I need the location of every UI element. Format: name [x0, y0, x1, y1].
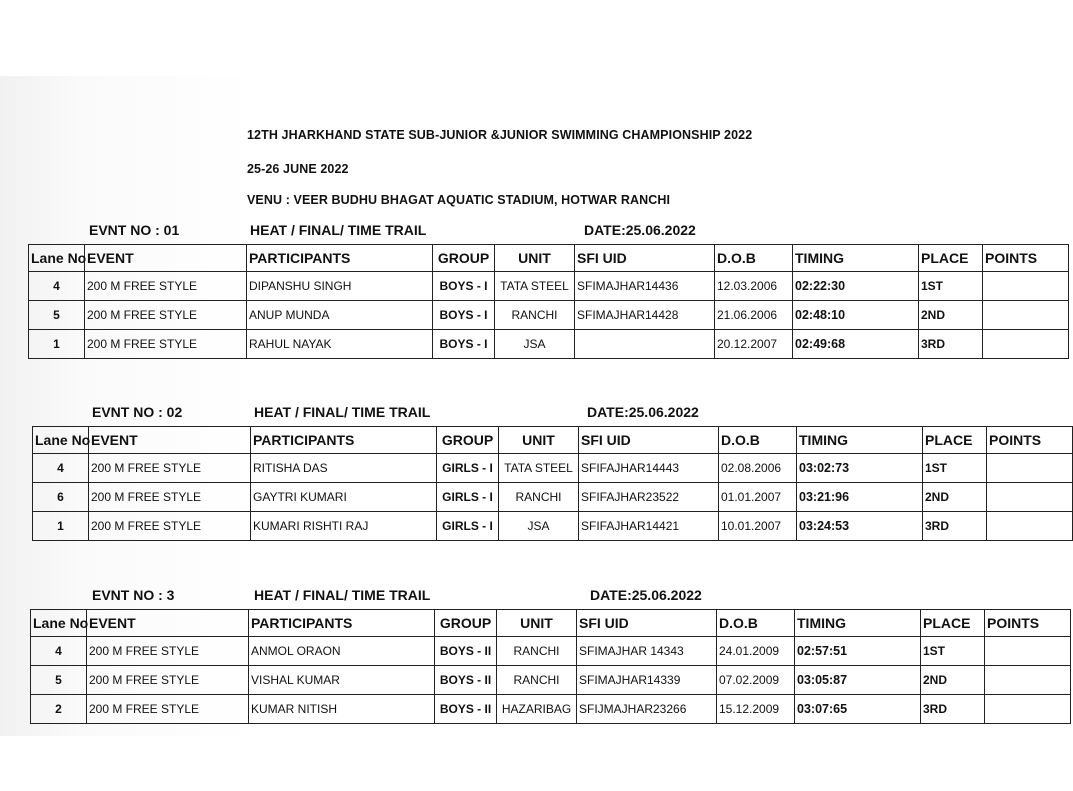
col-event: EVENT [85, 245, 247, 272]
col-place: PLACE [921, 610, 985, 637]
lane-cell: 5 [29, 301, 85, 330]
group-cell: BOYS - II [435, 637, 497, 666]
place-cell: 3RD [919, 330, 983, 359]
event-number: EVNT NO : 3 [92, 587, 175, 603]
sfi-uid-cell: SFIMAJHAR 14343 [577, 637, 717, 666]
unit-cell: JSA [495, 330, 575, 359]
col-group: GROUP [435, 610, 497, 637]
event-date: DATE:25.06.2022 [587, 404, 699, 420]
dob-cell: 02.08.2006 [719, 454, 797, 483]
table-header-row [29, 245, 1069, 272]
group-cell: BOYS - II [435, 666, 497, 695]
table-header-row [31, 610, 1071, 637]
participant-cell: DIPANSHU SINGH [247, 272, 433, 301]
col-place: PLACE [919, 245, 983, 272]
event-cell: 200 M FREE STYLE [89, 512, 251, 541]
timing-cell: 03:24:53 [797, 512, 923, 541]
table-row [31, 695, 1071, 724]
dob-cell: 20.12.2007 [715, 330, 793, 359]
table-row [29, 301, 1069, 330]
col-timing: TIMING [797, 427, 923, 454]
place-cell: 1ST [921, 637, 985, 666]
timing-cell: 02:22:30 [793, 272, 919, 301]
points-cell [987, 454, 1073, 483]
timing-cell: 02:48:10 [793, 301, 919, 330]
points-cell [983, 301, 1069, 330]
sfi-uid-cell: SFIMAJHAR14339 [577, 666, 717, 695]
unit-cell: JSA [499, 512, 579, 541]
results-table [32, 426, 1073, 541]
participant-cell: KUMARI RISHTI RAJ [251, 512, 437, 541]
unit-cell: RANCHI [497, 666, 577, 695]
lane-cell: 4 [29, 272, 85, 301]
place-cell: 1ST [919, 272, 983, 301]
participant-cell: ANMOL ORAON [249, 637, 435, 666]
points-cell [983, 272, 1069, 301]
col-event: EVENT [89, 427, 251, 454]
col-participants: PARTICIPANTS [247, 245, 433, 272]
sfi-uid-cell: SFIFAJHAR23522 [579, 483, 719, 512]
event-cell: 200 M FREE STYLE [85, 272, 247, 301]
event-cell: 200 M FREE STYLE [87, 637, 249, 666]
col-unit: UNIT [497, 610, 577, 637]
dob-cell: 01.01.2007 [719, 483, 797, 512]
event-cell: 200 M FREE STYLE [87, 695, 249, 724]
event-number: EVNT NO : 02 [92, 404, 183, 420]
lane-cell: 1 [29, 330, 85, 359]
col-dob: D.O.B [719, 427, 797, 454]
col-group: GROUP [433, 245, 495, 272]
timing-cell: 02:49:68 [793, 330, 919, 359]
championship-title: 12TH JHARKHAND STATE SUB-JUNIOR &JUNIOR SWIMMING CHAMPIONSHIP 2022 [247, 128, 753, 142]
event-cell: 200 M FREE STYLE [89, 483, 251, 512]
place-cell: 2ND [921, 666, 985, 695]
group-cell: GIRLS - I [437, 512, 499, 541]
lane-cell: 2 [31, 695, 87, 724]
col-sfi-uid: SFI UID [575, 245, 715, 272]
points-cell [983, 330, 1069, 359]
group-cell: BOYS - I [433, 330, 495, 359]
group-cell: BOYS - II [435, 695, 497, 724]
dob-cell: 07.02.2009 [717, 666, 795, 695]
place-cell: 3RD [923, 512, 987, 541]
table-row [31, 637, 1071, 666]
sfi-uid-cell: SFIJMAJHAR23266 [577, 695, 717, 724]
table-row [31, 666, 1071, 695]
col-lane-no: Lane No [29, 245, 85, 272]
table-row [33, 483, 1073, 512]
points-cell [985, 637, 1071, 666]
timing-cell: 03:21:96 [797, 483, 923, 512]
group-cell: GIRLS - I [437, 454, 499, 483]
col-timing: TIMING [795, 610, 921, 637]
participant-cell: VISHAL KUMAR [249, 666, 435, 695]
dob-cell: 12.03.2006 [715, 272, 793, 301]
unit-cell: HAZARIBAG [497, 695, 577, 724]
participant-cell: GAYTRI KUMARI [251, 483, 437, 512]
event-date: DATE:25.06.2022 [590, 587, 702, 603]
col-sfi-uid: SFI UID [577, 610, 717, 637]
event-cell: 200 M FREE STYLE [87, 666, 249, 695]
timing-cell: 03:02:73 [797, 454, 923, 483]
unit-cell: TATA STEEL [499, 454, 579, 483]
col-event: EVENT [87, 610, 249, 637]
event-heat-label: HEAT / FINAL/ TIME TRAIL [254, 404, 431, 420]
table-row [33, 454, 1073, 483]
sfi-uid-cell: SFIMAJHAR14428 [575, 301, 715, 330]
points-cell [987, 483, 1073, 512]
dob-cell: 24.01.2009 [717, 637, 795, 666]
group-cell: BOYS - I [433, 301, 495, 330]
timing-cell: 02:57:51 [795, 637, 921, 666]
col-place: PLACE [923, 427, 987, 454]
event-date: DATE:25.06.2022 [584, 222, 696, 238]
timing-cell: 03:05:87 [795, 666, 921, 695]
participant-cell: RITISHA DAS [251, 454, 437, 483]
col-points: POINTS [987, 427, 1073, 454]
points-cell [985, 695, 1071, 724]
sfi-uid-cell: SFIMAJHAR14436 [575, 272, 715, 301]
venue-line: VENU : VEER BUDHU BHAGAT AQUATIC STADIUM, HOTWAR RANCHI [247, 193, 671, 207]
lane-cell: 4 [33, 454, 89, 483]
unit-cell: RANCHI [499, 483, 579, 512]
lane-cell: 1 [33, 512, 89, 541]
table-row [29, 330, 1069, 359]
col-unit: UNIT [495, 245, 575, 272]
unit-cell: TATA STEEL [495, 272, 575, 301]
col-lane-no: Lane No [33, 427, 89, 454]
sfi-uid-cell: SFIFAJHAR14421 [579, 512, 719, 541]
event-cell: 200 M FREE STYLE [85, 330, 247, 359]
results-table [30, 609, 1071, 724]
col-participants: PARTICIPANTS [249, 610, 435, 637]
col-points: POINTS [985, 610, 1071, 637]
place-cell: 1ST [923, 454, 987, 483]
col-sfi-uid: SFI UID [579, 427, 719, 454]
points-cell [987, 512, 1073, 541]
sfi-uid-cell [575, 330, 715, 359]
dob-cell: 10.01.2007 [719, 512, 797, 541]
place-cell: 2ND [923, 483, 987, 512]
lane-cell: 6 [33, 483, 89, 512]
event-heat-label: HEAT / FINAL/ TIME TRAIL [254, 587, 431, 603]
group-cell: GIRLS - I [437, 483, 499, 512]
table-row [29, 272, 1069, 301]
group-cell: BOYS - I [433, 272, 495, 301]
place-cell: 2ND [919, 301, 983, 330]
table-header-row [33, 427, 1073, 454]
results-table [28, 244, 1069, 359]
table-row [33, 512, 1073, 541]
col-participants: PARTICIPANTS [251, 427, 437, 454]
lane-cell: 4 [31, 637, 87, 666]
event-number: EVNT NO : 01 [89, 222, 180, 238]
unit-cell: RANCHI [495, 301, 575, 330]
event-heat-label: HEAT / FINAL/ TIME TRAIL [250, 222, 427, 238]
participant-cell: KUMAR NITISH [249, 695, 435, 724]
col-unit: UNIT [499, 427, 579, 454]
lane-cell: 5 [31, 666, 87, 695]
col-dob: D.O.B [715, 245, 793, 272]
place-cell: 3RD [921, 695, 985, 724]
col-dob: D.O.B [717, 610, 795, 637]
event-cell: 200 M FREE STYLE [85, 301, 247, 330]
points-cell [985, 666, 1071, 695]
dob-cell: 21.06.2006 [715, 301, 793, 330]
unit-cell: RANCHI [497, 637, 577, 666]
col-timing: TIMING [793, 245, 919, 272]
timing-cell: 03:07:65 [795, 695, 921, 724]
col-points: POINTS [983, 245, 1069, 272]
col-group: GROUP [437, 427, 499, 454]
participant-cell: RAHUL NAYAK [247, 330, 433, 359]
event-cell: 200 M FREE STYLE [89, 454, 251, 483]
participant-cell: ANUP MUNDA [247, 301, 433, 330]
championship-dates: 25-26 JUNE 2022 [247, 162, 349, 176]
sfi-uid-cell: SFIFAJHAR14443 [579, 454, 719, 483]
dob-cell: 15.12.2009 [717, 695, 795, 724]
col-lane-no: Lane No [31, 610, 87, 637]
